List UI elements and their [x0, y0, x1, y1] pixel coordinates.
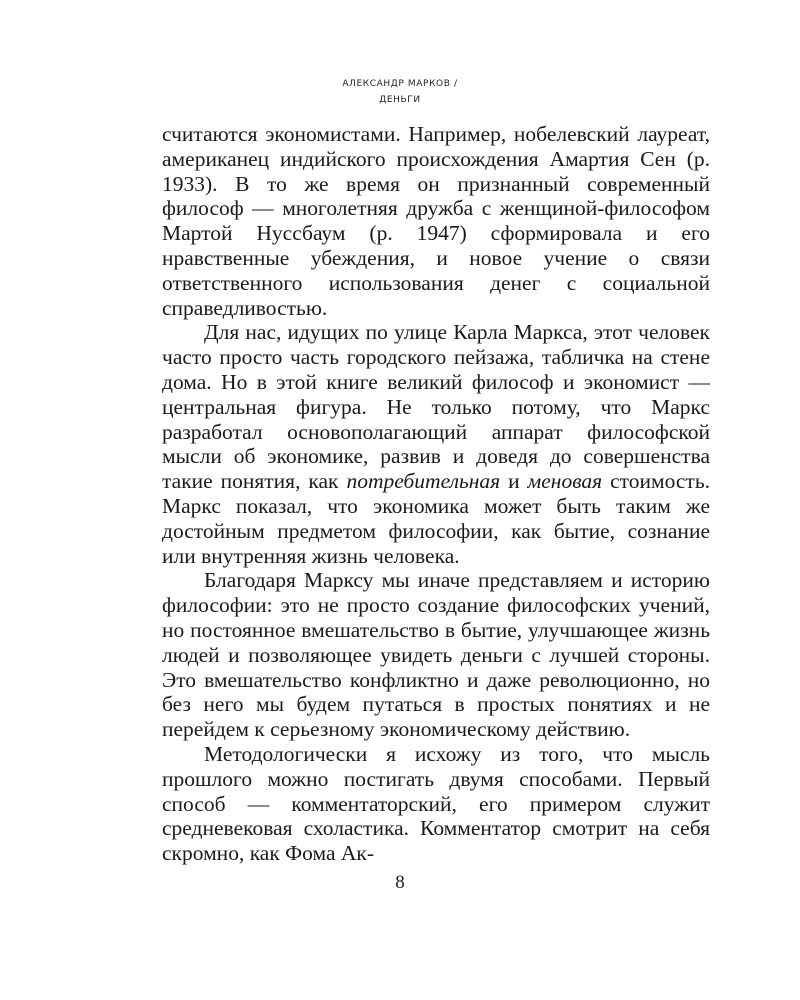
italic-term-consumer: потребительная: [346, 469, 501, 494]
paragraph-2-text-b: и: [500, 469, 528, 494]
italic-term-exchange: меновая: [527, 469, 603, 494]
page-number: 8: [395, 872, 405, 893]
running-head-author: АЛЕКСАНДР МАРКОВ /: [342, 79, 458, 89]
paragraph-3: Благодаря Марксу мы иначе представляем и историю философии: это не просто создание философских учений, но постоянное вмешательство в бытие, улучшающее жизнь людей и позволяющее увидеть деньги с лучшей стороны. Это вмешательство конфликтно и даже революционно, но без него мы будем путаться в простых понятиях и не перейдем к серьезному экономическому действию.: [162, 568, 710, 742]
running-head-title: ДЕНЬГИ: [379, 95, 421, 105]
paragraph-2-text-a: Для нас, идущих по улице Карла Маркса, этот человек часто просто часть городского пейзажа, табличка на стене дома. Но в этой книге великий философ и экономист — центральная фигура. Не только потому, что Маркс разработал основополагающий аппарат философской мысли об экономике, развив и доведя до совершенства такие понятия, как: [162, 320, 710, 494]
paragraph-2-text-c: стоимость. Маркс показал, что экономика может быть таким же достойным предметом философии, как бытие, сознание или внутренняя жизнь человека.: [162, 469, 711, 568]
paragraph-2: [162, 320, 710, 568]
paragraph-1: считаются экономистами. Например, нобелевский лауреат, американец индийского происхождения Амартия Сен (р. 1933). В то же время он признанный современный философ — многолетняя дружба с женщиной-философом Мартой Нуссбаум (р. 1947) сформировала и его нравственные убеждения, и новое учение о связи ответственного использования денег с социальной справедливостью.: [162, 122, 710, 320]
paragraph-4: Методологически я исхожу из того, что мысль прошлого можно постигать двумя способами. Первый способ — комментаторский, его примером служит средневековая схоластика. Комментатор смотрит на себя скромно, как Фома Ак-: [162, 741, 710, 866]
running-head: [0, 76, 800, 108]
body-text: [162, 122, 710, 866]
